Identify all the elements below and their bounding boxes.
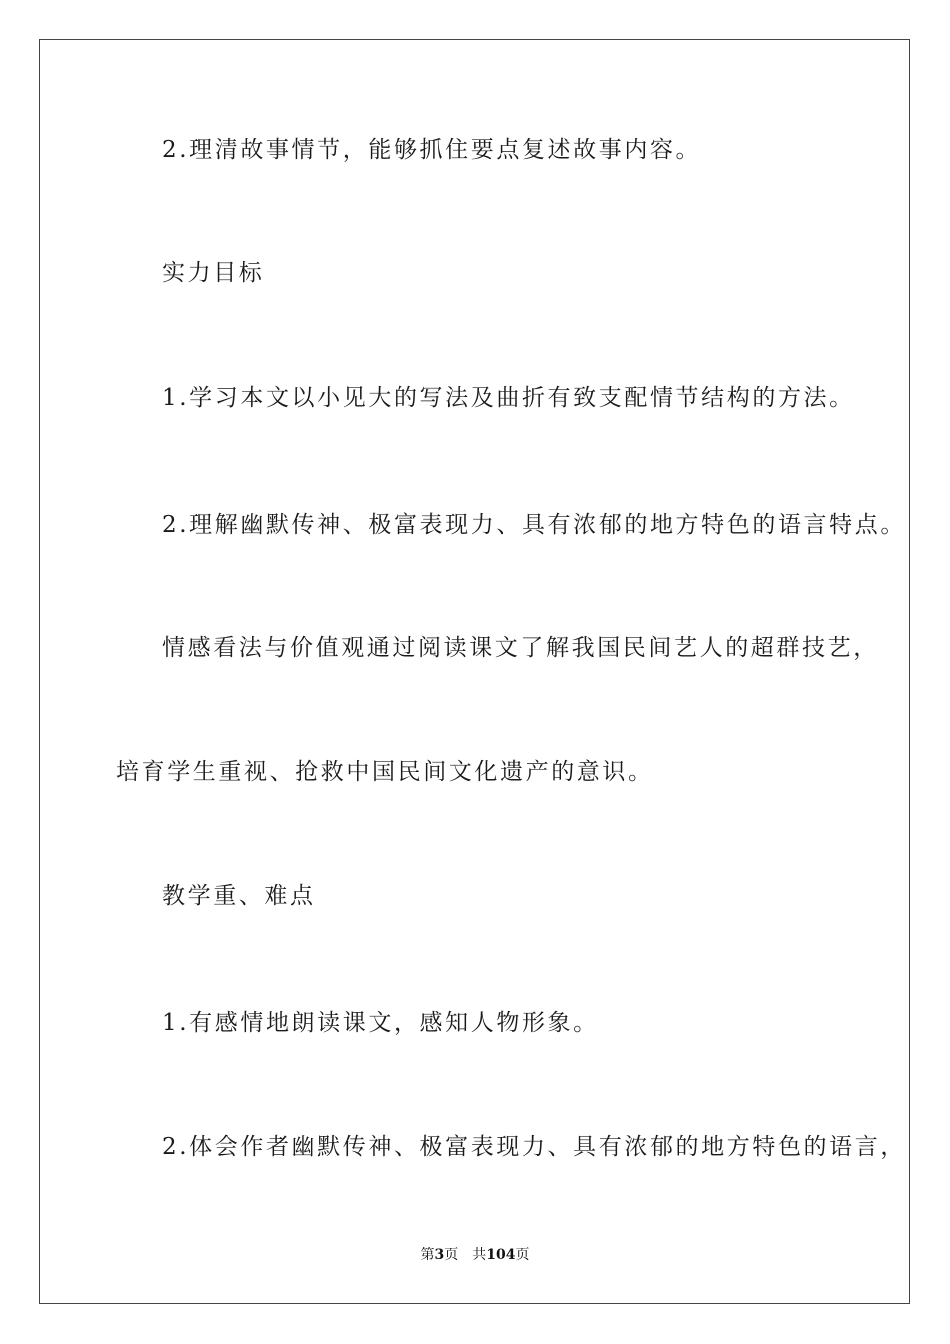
footer-page-number: 3 xyxy=(434,1247,445,1263)
paragraph-emotion-values-continued: 培育学生重视、抢救中国民间文化遗产的意识。 xyxy=(116,759,654,785)
heading-key-difficult-points: 教学重、难点 xyxy=(162,883,316,909)
page-footer xyxy=(0,1245,950,1265)
paragraph-key-2: 2.体会作者幽默传神、极富表现力、具有浓郁的地方特色的语言， xyxy=(162,1134,906,1160)
footer-page-prefix: 第 xyxy=(420,1247,435,1263)
footer-page-suffix: 页 xyxy=(444,1247,459,1263)
footer-total-prefix: 共 xyxy=(472,1247,487,1263)
paragraph-objective-2: 2.理清故事情节，能够抓住要点复述故事内容。 xyxy=(162,137,702,163)
paragraph-ability-2: 2.理解幽默传神、极富表现力、具有浓郁的地方特色的语言特点。 xyxy=(162,512,906,538)
paragraph-emotion-values: 情感看法与价值观通过阅读课文了解我国民间艺人的超群技艺， xyxy=(162,635,879,661)
paragraph-key-1: 1.有感情地朗读课文，感知人物形象。 xyxy=(162,1010,599,1036)
footer-total-suffix: 页 xyxy=(515,1247,530,1263)
heading-ability-goals: 实力目标 xyxy=(162,260,265,286)
footer-total-pages: 104 xyxy=(486,1247,516,1263)
page-border xyxy=(39,39,910,1304)
paragraph-ability-1: 1.学习本文以小见大的写法及曲折有致支配情节结构的方法。 xyxy=(162,385,855,411)
